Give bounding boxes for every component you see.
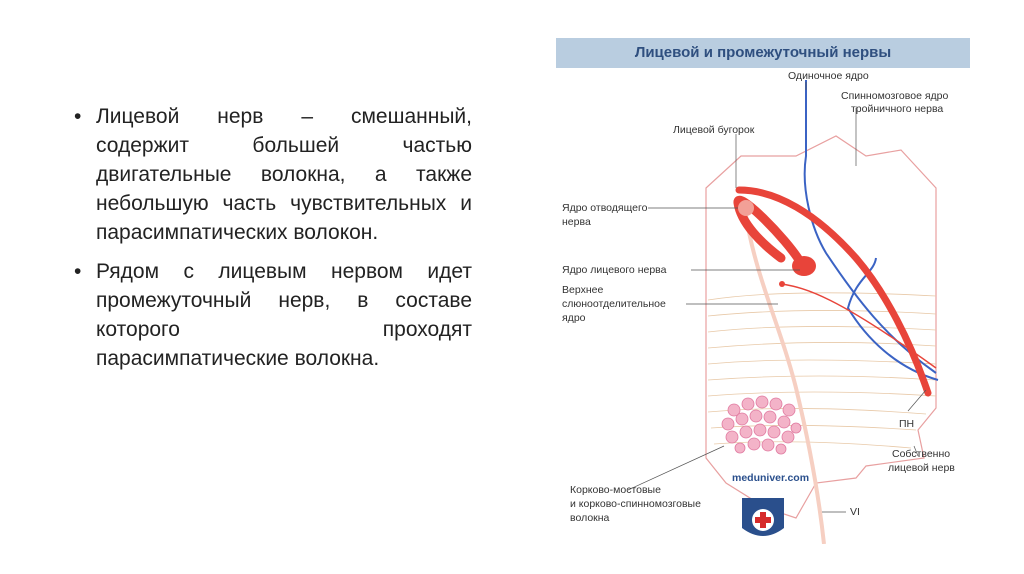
bullet-marker: • — [74, 105, 82, 128]
bullet-list — [74, 102, 472, 383]
label-abducens-1: Ядро отводящего — [562, 202, 648, 214]
facial-nucleus — [792, 256, 816, 276]
bullet-item — [74, 257, 472, 373]
label-sup-saliv-2: слюноотделительное — [562, 298, 666, 310]
label-spinal-trig-1: Спинномозговое ядро — [841, 90, 949, 102]
meduniver-logo — [742, 498, 784, 536]
watermark-text: meduniver.com — [732, 472, 810, 484]
label-vi: VI — [850, 506, 860, 518]
abducens-nucleus — [738, 200, 754, 216]
label-cortico-3: волокна — [570, 512, 610, 524]
label-cortico-1: Корково-мостовые — [570, 484, 661, 496]
sup-saliv-nucleus — [779, 281, 785, 287]
bullet-item — [74, 102, 472, 247]
bullet-text: Лицевой нерв – смешанный, содержит большей частью двигательные волокна, а также небольшую часть чувствительных и парасимпатических волокон. — [96, 105, 472, 244]
label-cortico-2: и корково-спинномозговые — [570, 498, 701, 510]
label-pn: ПН — [899, 418, 915, 430]
label-proper-facial-2: лицевой нерв — [888, 462, 955, 474]
label-abducens-2: нерва — [562, 216, 591, 228]
label-sup-saliv-1: Верхнее — [562, 284, 604, 296]
anatomy-figure — [556, 38, 972, 544]
bullet-marker: • — [74, 260, 82, 283]
label-solitary-nucleus: Одиночное ядро — [788, 70, 869, 82]
label-spinal-trig-2: тройничного нерва — [851, 103, 944, 115]
label-facial-colliculus: Лицевой бугорок — [673, 124, 755, 136]
label-facial-nucleus: Ядро лицевого нерва — [562, 264, 667, 276]
figure-title: Лицевой и промежуточный нервы — [556, 38, 970, 68]
bullet-text: Рядом с лицевым нервом идет промежуточный нерв, в составе которого проходят парасимпатические волокна. — [96, 260, 472, 370]
label-sup-saliv-3: ядро — [562, 312, 586, 324]
label-proper-facial-1: Собственно — [892, 448, 951, 460]
